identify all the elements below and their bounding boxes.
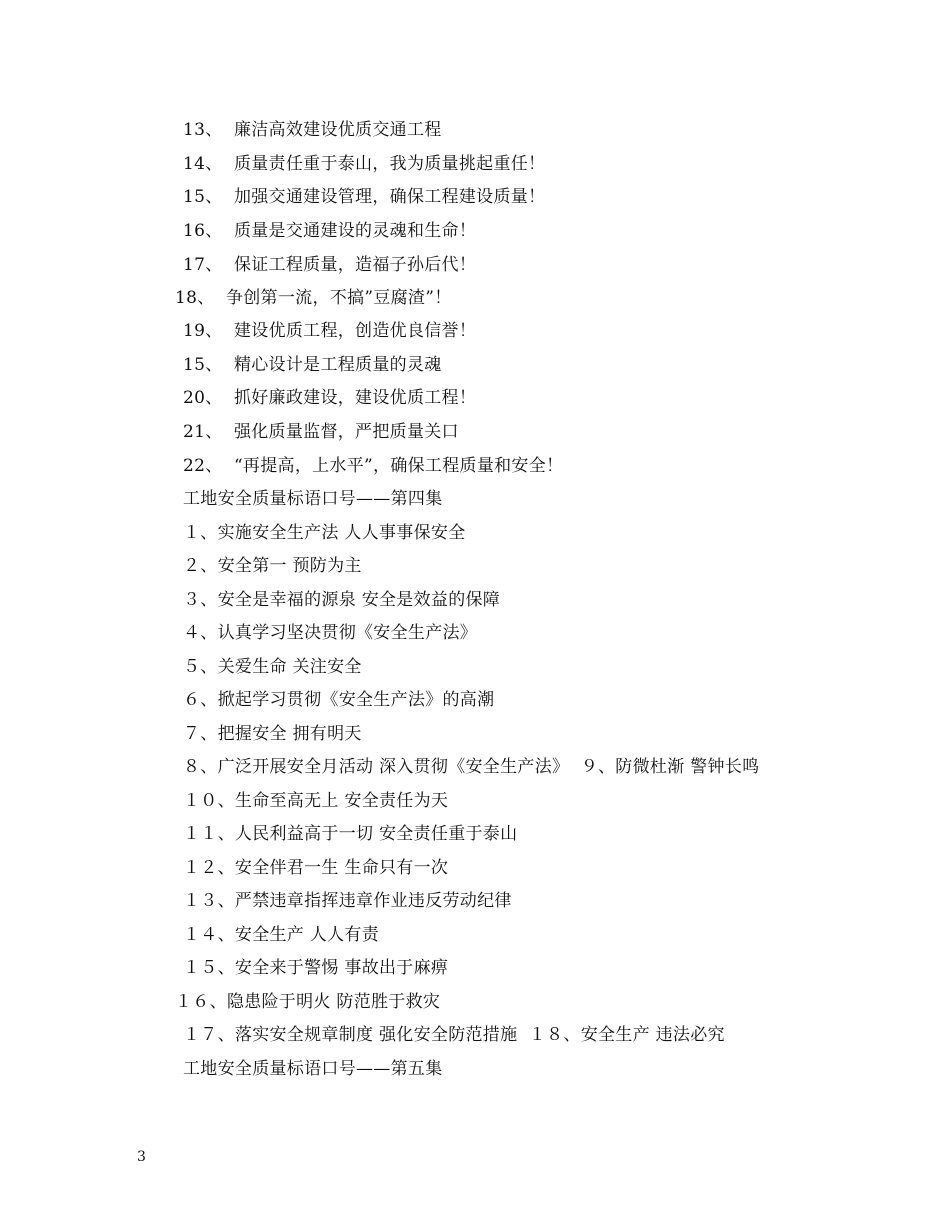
page-number: 3 <box>137 1149 146 1165</box>
slogan-line-17: 17、 保证工程质量，造福子孙后代！ <box>183 255 477 275</box>
safety-line-8-9: ８、广泛开展安全月活动 深入贯彻《安全生产法》 ９、防微杜渐 警钟长鸣 <box>183 757 760 777</box>
safety-line-11: １１、人民利益高于一切 安全责任重于泰山 <box>183 824 518 844</box>
slogan-line-21: 21、 强化质量监督，严把质量关口 <box>183 422 459 442</box>
safety-line-4: ４、认真学习坚决贯彻《安全生产法》 <box>183 623 478 643</box>
safety-line-12: １２、安全伴君一生 生命只有一次 <box>183 858 449 878</box>
safety-line-5: ５、关爱生命 关注安全 <box>183 657 362 677</box>
safety-line-15: １５、安全来于警惕 事故出于麻痹 <box>183 958 449 978</box>
section-heading-5: 工地安全质量标语口号——第五集 <box>183 1059 443 1079</box>
safety-line-13: １３、严禁违章指挥违章作业违反劳动纪律 <box>183 891 512 911</box>
slogan-line-18: 18、 争创第一流，不搞”豆腐渣”！ <box>175 288 452 308</box>
safety-line-7: ７、把握安全 拥有明天 <box>183 724 362 744</box>
slogan-line-15b: 15、 精心设计是工程质量的灵魂 <box>183 355 442 375</box>
slogan-line-15: 15、 加强交通建设管理，确保工程建设质量！ <box>183 187 546 207</box>
safety-line-1: １、实施安全生产法 人人事事保安全 <box>183 523 466 543</box>
safety-line-6: ６、掀起学习贯彻《安全生产法》的高潮 <box>183 690 495 710</box>
slogan-line-13: 13、 廉洁高效建设优质交通工程 <box>183 120 442 140</box>
safety-line-3: ３、安全是幸福的源泉 安全是效益的保障 <box>183 590 501 610</box>
safety-line-16: １６、隐患险于明火 防范胜于救灾 <box>175 992 441 1012</box>
slogan-line-16: 16、 质量是交通建设的灵魂和生命！ <box>183 221 477 241</box>
slogan-line-20: 20、 抓好廉政建设，建设优质工程！ <box>183 388 477 408</box>
slogan-line-22: 22、 “再提高，上水平”，确保工程质量和安全！ <box>183 456 564 476</box>
safety-line-2: ２、安全第一 预防为主 <box>183 556 362 576</box>
slogan-line-14: 14、 质量责任重于泰山，我为质量挑起重任！ <box>183 154 546 174</box>
safety-line-14: １４、安全生产 人人有责 <box>183 925 380 945</box>
safety-line-17-18: １７、落实安全规章制度 强化安全防范措施 １８、安全生产 违法必究 <box>183 1025 725 1045</box>
slogan-line-19: 19、 建设优质工程，创造优良信誉！ <box>183 321 477 341</box>
safety-line-10: １０、生命至高无上 安全责任为天 <box>183 791 449 811</box>
section-heading-4: 工地安全质量标语口号——第四集 <box>183 489 443 509</box>
